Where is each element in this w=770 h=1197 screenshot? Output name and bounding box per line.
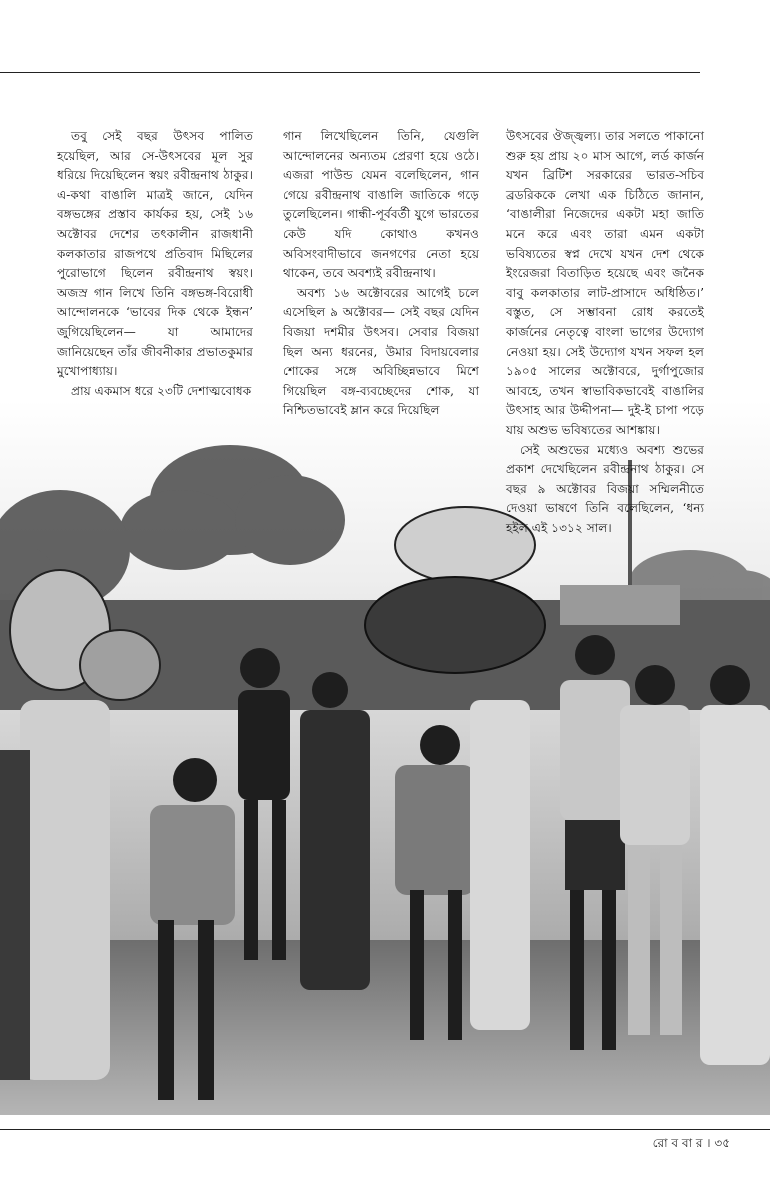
article-paragraph: সেই অশুভের মধ্যেও অবশ্য শুভের প্রকাশ দেখেছিলেন রবীন্দ্রনাথ ঠাকুর। সে বছর ৯ অক্টোবর বিজয়া সম্মিলনীতে দেওয়া ভাষণে তিনি বলেছিলেন, ‘ধন্য হইল এই ১৩১২ সাল। [506,442,704,535]
page-folio: রো ব বা র । ৩৫ [652,1136,730,1150]
article-column-2 [283,127,479,421]
article-column-3 [506,127,704,538]
article-column-1 [57,127,253,401]
article-paragraph: অবশ্য ১৬ অক্টোবরের আগেই চলে এসেছিল ৯ অক্টোবর— সেই বছর যেদিন বিজয়া দশমীর উৎসব। সেবার বিজয়া ছিল অন্য ধরনের, উমার বিদায়বেলার শোকের সঙ্গে অবিচ্ছিন্নভাবে মিশে গিয়েছিল বঙ্গ-ব্যবচ্ছেদের শোক, যা নিশ্চিতভাবেই ম্লান করে দিয়েছিল [283,285,479,418]
article-paragraph: প্রায় একমাস ধরে ২৩টি দেশাত্মবোধক [71,383,252,398]
bottom-rule [0,1129,770,1130]
article-paragraph: গান লিখেছিলেন তিনি, যেগুলি আন্দোলনের অন্যতম প্রেরণা হয়ে ওঠে। এজরা পাউন্ড যেমন বলেছিলেন, গান গেয়ে রবীন্দ্রনাথ বাঙালি জাতিকে গড়ে তুলেছিলেন। গান্ধী-পূর্ববর্তী যুগে ভারতের কেউ যদি কোথাও কখনও অবিসংবাদীভাবে জনগণের নেতা হয়ে থাকেন, তবে অবশ্যই রবীন্দ্রনাথ। [283,129,479,281]
top-rule [0,72,700,73]
article-paragraph: উৎসবের ঔজ্জ্বল্য। তার সলতে পাকানো শুরু হয় প্রায় ২০ মাস আগে, লর্ড কার্জন যখন ব্রিটিশ সরকারের ভারত-সচিব ব্রডরিককে লেখা এক চিঠিতে জানান, ‘বাঙালীরা নিজেদের একটা মহা জাতি মনে করে এবং তারা এমন একটা ভবিষ্যতের স্বপ্ন দেখে যখন দেশ থেকে ইংরেজরা বিতাড়িত হয়েছে এবং জনৈক বাবু কলকাতার লাট-প্রাসাদে অধিষ্ঠিত।’ বস্তুত, সে সম্ভাবনা রোধ করতেই কার্জনের নেতৃত্বে বাংলা ভাগের উদ্যোগ নেওয়া হয়। সেই উদ্যোগ যখন সফল হল ১৯০৫ সালের অক্টোবরে, দুর্গাপুজোর আবহে, তখন স্বাভাবিকভাবেই বাঙালির উৎসাহ আর উদ্দীপনা— দুই-ই চাপা পড়ে যায় অশুভ ভবিষ্যতের আশঙ্কায়। [506,129,704,437]
article-paragraph: তবু সেই বছর উৎসব পালিত হয়েছিল, আর সে-উৎসবের মূল সুর ধরিয়ে দিয়েছিলেন স্বয়ং রবীন্দ্রনাথ ঠাকুর। এ-কথা বাঙালি মাত্রই জানে, যেদিন বঙ্গভঙ্গের প্রস্তাব কার্যকর হয়, সেই ১৬ অক্টোবর দেশের তৎকালীন রাজধানী কলকাতার রাজপথে প্রতিবাদ মিছিলের পুরোভাগে ছিলেন রবীন্দ্রনাথ স্বয়ং। অজস্র গান লিখে তিনি বঙ্গভঙ্গ-বিরোধী আন্দোলনকে ‘ভাবের দিক থেকে ইন্ধন’ জুগিয়েছিলেন— যা আমাদের জানিয়েছেন তাঁর জীবনীকার প্রভাতকুমার মুখোপাধ্যায়। [57,129,253,379]
